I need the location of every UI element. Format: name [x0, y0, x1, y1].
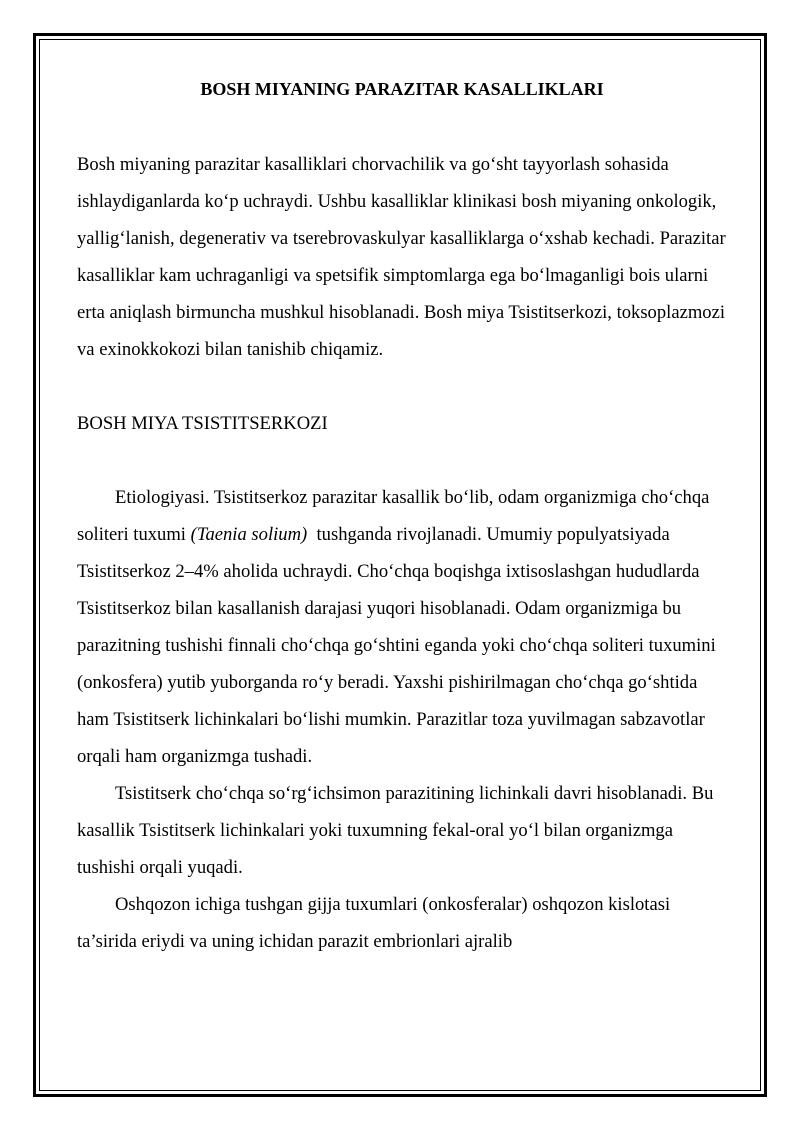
etiology-text-end: tushganda rivojlanadi. Umumiy populyatsiyada Tsistitserkoz 2–4% aholida uchraydi. Cho‘chqa boqishga ixtisoslashgan hududlarda Tsistitserkoz bilan kasallanish darajasi yuqori hisoblanadi. Odam organizmiga bu parazitning tushishi finnali cho‘chqa go‘shtini eganda yoki cho‘chqa soliteri tuxumini (onkosfera) yutib yuborganda ro‘y beradi. Yaxshi pishirilmagan cho‘chqa go‘shtida ham Tsistitserk lichinkalari bo‘lishi mumkin. Parazitlar toza yuvilmagan sabzavotlar orqali ham organizmga tushadi.: [77, 524, 721, 767]
latin-name: (Taenia solium): [190, 524, 308, 545]
document-body: [77, 74, 727, 960]
section-heading: BOSH MIYA TSISTITSERKOZI: [77, 413, 328, 434]
document-title: BOSH MIYANING PARAZITAR KASALLIKLARI: [200, 79, 604, 99]
intro-paragraph: Bosh miyaning parazitar kasalliklari chorvachilik va go‘sht tayyorlash sohasida ishlaydiganlarda ko‘p uchraydi. Ushbu kasalliklar klinikasi bosh miyaning onkologik, yallig‘lanish, degenerativ va tserebrovaskulyar kasalliklarga o‘xshab kechadi. Parazitar kasalliklar kam uchraganligi va spetsifik simptomlarga ega bo‘lmaganligi bois ularni erta aniqlash birmuncha mushkul hisoblanadi. Bosh miya Tsistitserkozi, toksoplazmozi va exinokkokozi bilan tanishib chiqamiz.: [77, 154, 726, 360]
pathogenesis-paragraph: Oshqozon ichiga tushgan gijja tuxumlari (onkosferalar) oshqozon kislotasi ta’sirida eriydi va uning ichidan parazit embrionlari ajralib: [77, 894, 671, 952]
etiology-text-start: Etiologiyasi. Tsistitserkoz parazitar kasallik bo‘lib, odam organizmiga cho‘chqa soliteri tuxumi: [77, 487, 710, 545]
etiology-paragraph: [77, 479, 727, 775]
lifecycle-paragraph: Tsistitserk cho‘chqa so‘rg‘ichsimon parazitining lichinkali davri hisoblanadi. Bu kasallik Tsistitserk lichinkalari yoki tuxumning fekal-oral yo‘l bilan organizmga tushishi orqali yuqadi.: [77, 783, 714, 878]
